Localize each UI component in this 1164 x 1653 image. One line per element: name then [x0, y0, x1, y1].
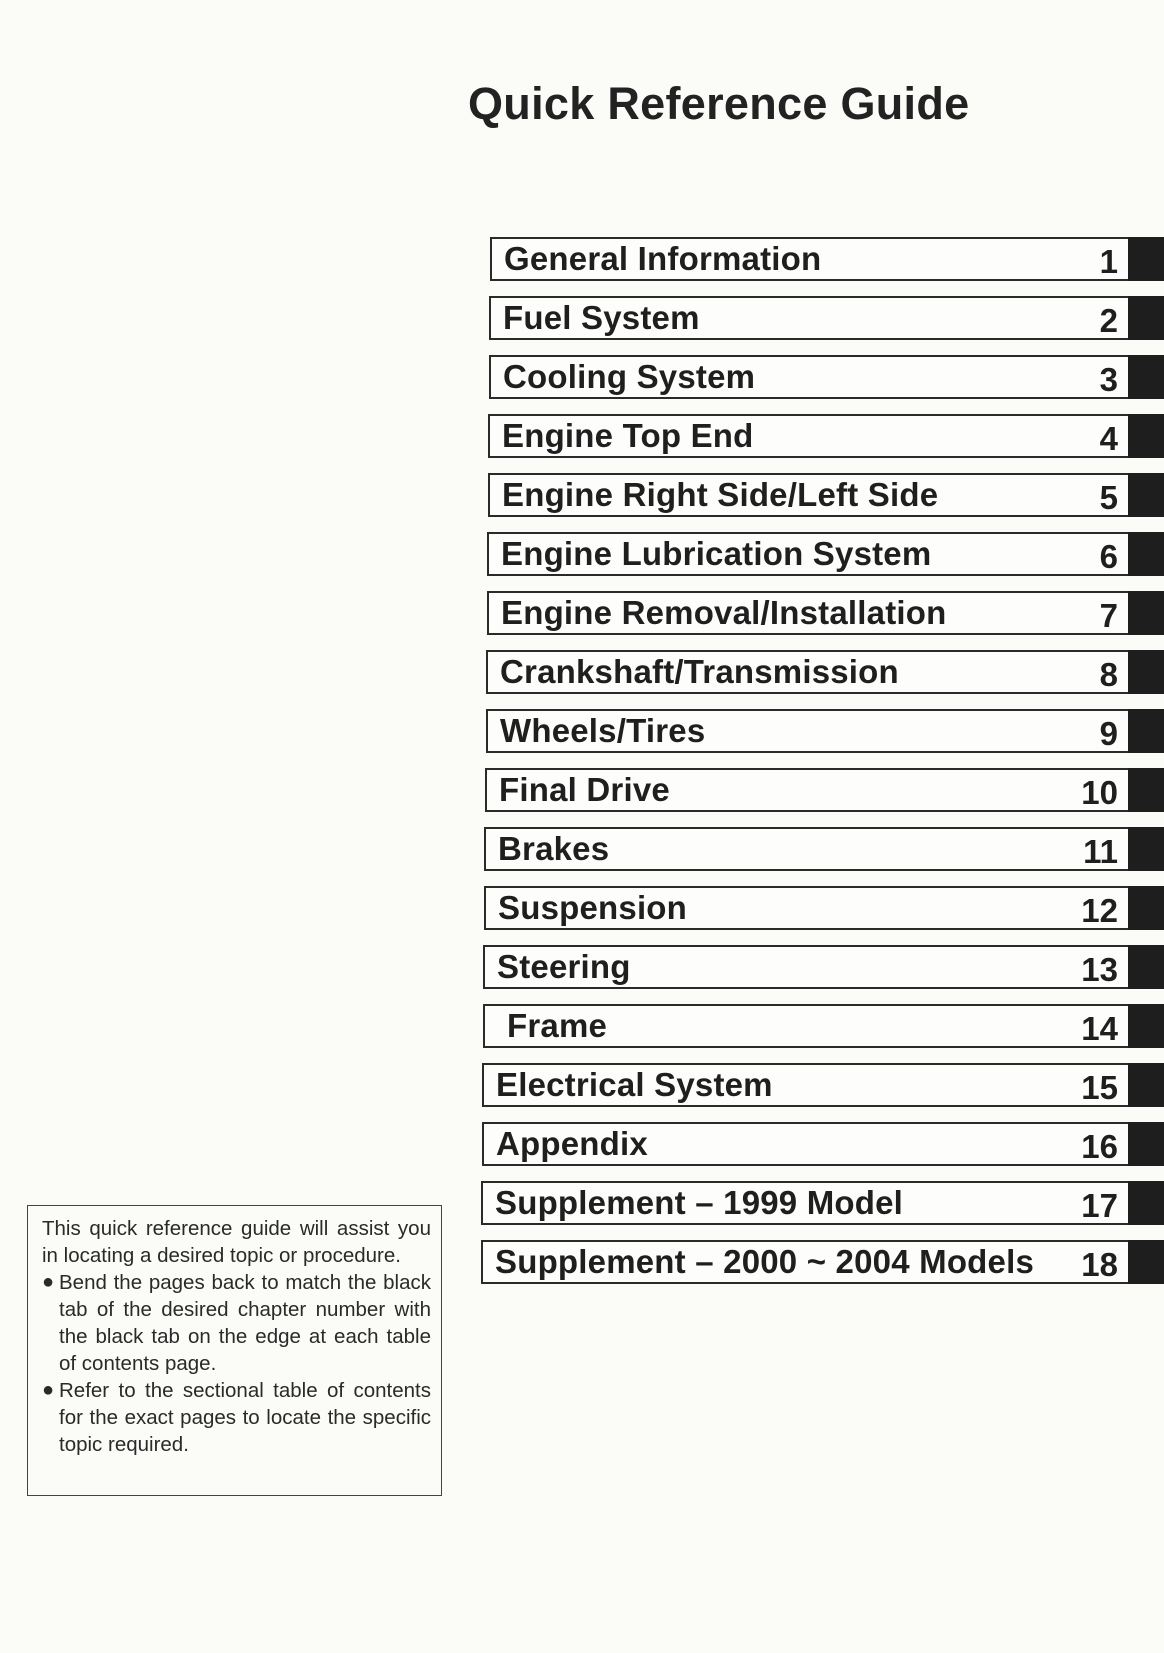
chapter-number: 4: [1099, 420, 1118, 457]
black-tab: [1128, 591, 1164, 635]
chapter-number: 18: [1081, 1246, 1118, 1283]
toc-entry-engine-top-end[interactable]: [488, 414, 1164, 458]
toc-entry-frame[interactable]: [483, 1004, 1164, 1048]
black-tab: [1128, 650, 1164, 694]
black-tab: [1128, 237, 1164, 281]
note-bullet-text: Bend the pages back to match the black tab of the desired chapter number with the black tab on the edge at each table of contents page.: [59, 1271, 431, 1375]
black-tab: [1128, 827, 1164, 871]
toc-entry-wheels-tires[interactable]: [486, 709, 1164, 753]
black-tab: [1128, 768, 1164, 812]
toc-entry-appendix[interactable]: [482, 1122, 1164, 1166]
toc-entry-title: Final Drive: [499, 771, 670, 808]
black-tab: [1128, 1063, 1164, 1107]
toc-entry-title: Steering: [497, 948, 631, 985]
toc-entry-title: Engine Right Side/Left Side: [502, 476, 939, 513]
toc-entry-title: Engine Lubrication System: [501, 535, 932, 572]
usage-note-box: [27, 1205, 442, 1496]
toc-entry-engine-removal-installation[interactable]: [487, 591, 1164, 635]
toc-entry-crankshaft-transmission[interactable]: [486, 650, 1164, 694]
chapter-number: 1: [1099, 243, 1118, 280]
chapter-number: 5: [1099, 479, 1118, 516]
chapter-number: 13: [1081, 951, 1118, 988]
page-title: Quick Reference Guide: [468, 78, 970, 129]
chapter-number: 6: [1099, 538, 1118, 575]
chapter-number: 12: [1081, 892, 1118, 929]
black-tab: [1128, 886, 1164, 930]
toc-entry-suspension[interactable]: [484, 886, 1164, 930]
black-tab: [1128, 414, 1164, 458]
chapter-number: 15: [1081, 1069, 1118, 1106]
black-tab: [1128, 355, 1164, 399]
black-tab: [1128, 532, 1164, 576]
bullet-icon: ●: [42, 1271, 55, 1293]
note-bullet-text: Refer to the sectional table of contents for the exact pages to locate the specific topic required.: [59, 1379, 431, 1456]
toc-entry-title: Engine Removal/Installation: [501, 594, 947, 631]
toc-entry-title: Electrical System: [496, 1066, 773, 1103]
toc-entry-steering[interactable]: [483, 945, 1164, 989]
toc-entry-supplement-2000-2004[interactable]: [481, 1240, 1164, 1284]
toc-entry-general-information[interactable]: [490, 237, 1164, 281]
chapter-number: 8: [1099, 656, 1118, 693]
toc-entry-engine-lubrication-system[interactable]: [487, 532, 1164, 576]
chapter-number: 10: [1081, 774, 1118, 811]
toc-entry-supplement-1999[interactable]: [481, 1181, 1164, 1225]
toc-entry-title: Suspension: [498, 889, 688, 926]
toc-entry-title: Engine Top End: [502, 417, 754, 454]
chapter-number: 16: [1081, 1128, 1118, 1165]
toc-entry-title: Appendix: [496, 1125, 648, 1162]
toc-entry-title: General Information: [504, 240, 822, 277]
black-tab: [1128, 296, 1164, 340]
black-tab: [1128, 1181, 1164, 1225]
toc-entry-title: Wheels/Tires: [500, 712, 706, 749]
toc-entry-title: Frame: [507, 1007, 608, 1044]
black-tab: [1128, 1004, 1164, 1048]
toc-entry-title: Fuel System: [503, 299, 700, 336]
black-tab: [1128, 1122, 1164, 1166]
toc-entry-engine-right-left-side[interactable]: [488, 473, 1164, 517]
note-intro: This quick reference guide will assist you in locating a desired topic or procedure.: [42, 1217, 431, 1267]
chapter-number: 17: [1081, 1187, 1118, 1224]
chapter-number: 2: [1099, 302, 1118, 339]
black-tab: [1128, 709, 1164, 753]
chapter-number: 7: [1099, 597, 1118, 634]
toc-entry-title: Supplement – 2000 ~ 2004 Models: [495, 1243, 1035, 1280]
chapter-number: 3: [1099, 361, 1118, 398]
toc-entry-final-drive[interactable]: [485, 768, 1164, 812]
note-bullet-item: [42, 1269, 431, 1377]
note-bullet-item: [42, 1377, 431, 1458]
toc-entry-electrical-system[interactable]: [482, 1063, 1164, 1107]
black-tab: [1128, 945, 1164, 989]
toc-entry-fuel-system[interactable]: [489, 296, 1164, 340]
black-tab: [1128, 1240, 1164, 1284]
toc-entry-title: Brakes: [498, 830, 610, 867]
black-tab: [1128, 473, 1164, 517]
chapter-number: 14: [1081, 1010, 1118, 1047]
bullet-icon: ●: [42, 1379, 55, 1401]
toc-entry-title: Cooling System: [503, 358, 756, 395]
chapter-number: 11: [1083, 833, 1118, 870]
toc-entry-cooling-system[interactable]: [489, 355, 1164, 399]
toc-entry-title: Supplement – 1999 Model: [495, 1184, 904, 1221]
chapter-number: 9: [1099, 715, 1118, 752]
toc-entry-brakes[interactable]: [484, 827, 1164, 871]
toc-entry-title: Crankshaft/Transmission: [500, 653, 899, 690]
note-bullet-list: [42, 1269, 431, 1458]
